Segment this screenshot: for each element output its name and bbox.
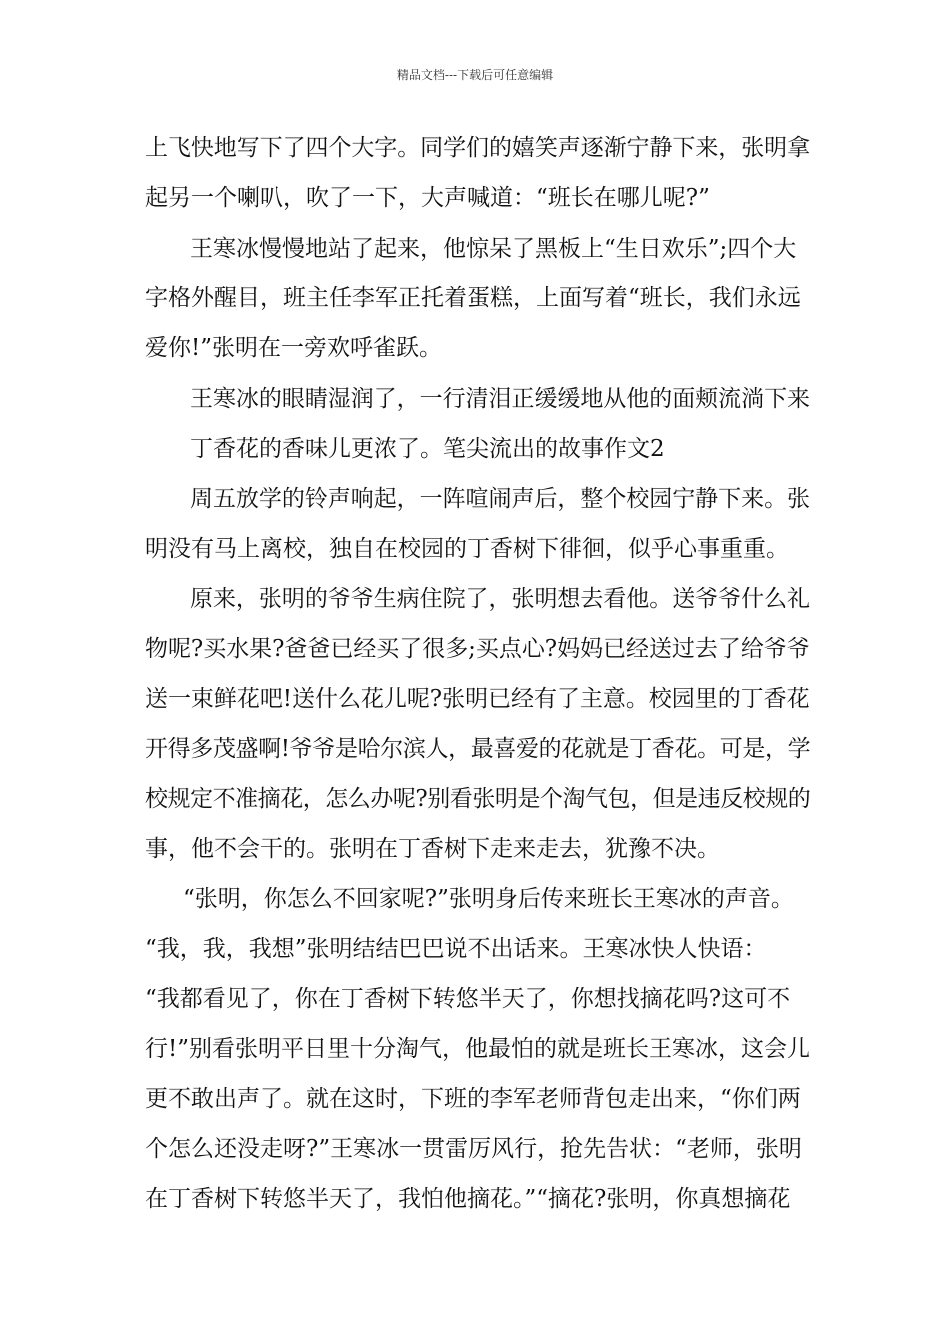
text-line: 在丁香树下转悠半天了，我怕他摘花。”“摘花?张明，你真想摘花 <box>145 1186 791 1212</box>
text-line: 上飞快地写下了四个大字。同学们的嬉笑声逐渐宁静下来，张明拿 <box>145 135 811 161</box>
text-line: 明没有马上离校，独自在校园的丁香树下徘徊，似乎心事重重。 <box>145 536 789 562</box>
text-line: 行!”别看张明平日里十分淘气，他最怕的就是班长王寒冰，这会儿 <box>145 1036 811 1062</box>
text-line: 送一束鲜花吧!送什么花儿呢?张明已经有了主意。校园里的丁香花 <box>145 686 810 712</box>
text-line: 事，他不会干的。张明在丁香树下走来走去，犹豫不决。 <box>145 836 720 862</box>
text-line: “张明，你怎么不回家呢?”张明身后传来班长王寒冰的声音。 <box>183 886 794 912</box>
text-line: 更不敢出声了。就在这时，下班的李军老师背包走出来，“你们两 <box>145 1086 801 1112</box>
text-line: 周五放学的铃声响起，一阵喧闹声后，整个校园宁静下来。张 <box>190 486 811 512</box>
text-line: 个怎么还没走呀?”王寒冰一贯雷厉风行，抢先告状：“老师，张明 <box>145 1136 802 1162</box>
text-line: 爱你!”张明在一旁欢呼雀跃。 <box>145 335 443 361</box>
text-line: 起另一个喇叭，吹了一下，大声喊道：“班长在哪儿呢?” <box>145 185 710 211</box>
text-line: 王寒冰的眼睛湿润了，一行清泪正缓缓地从他的面颊流淌下来 <box>190 386 811 412</box>
text-line: “我，我，我想”张明结结巴巴说不出话来。王寒冰快人快语： <box>145 936 767 962</box>
text-line: 字格外醒目，班主任李军正托着蛋糕，上面写着“班长，我们永远 <box>145 285 801 311</box>
text-line: 原来，张明的爷爷生病住院了，张明想去看他。送爷爷什么礼 <box>190 586 811 612</box>
text-line: 开得多茂盛啊!爷爷是哈尔滨人，最喜爱的花就是丁香花。可是，学 <box>145 736 811 762</box>
text-line: 校规定不准摘花，怎么办呢?别看张明是个淘气包，但是违反校规的 <box>145 786 811 812</box>
text-line: 王寒冰慢慢地站了起来，他惊呆了黑板上“生日欢乐”;四个大 <box>190 236 797 262</box>
text-line: 物呢?买水果?爸爸已经买了很多;买点心?妈妈已经送过去了给爷爷 <box>145 636 810 662</box>
page-header: 精品文档---下载后可任意编辑 <box>396 68 554 82</box>
text-line: “我都看见了，你在丁香树下转悠半天了，你想找摘花吗?这可不 <box>145 986 791 1012</box>
text-line: 丁香花的香味儿更浓了。笔尖流出的故事作文2 <box>190 436 665 462</box>
